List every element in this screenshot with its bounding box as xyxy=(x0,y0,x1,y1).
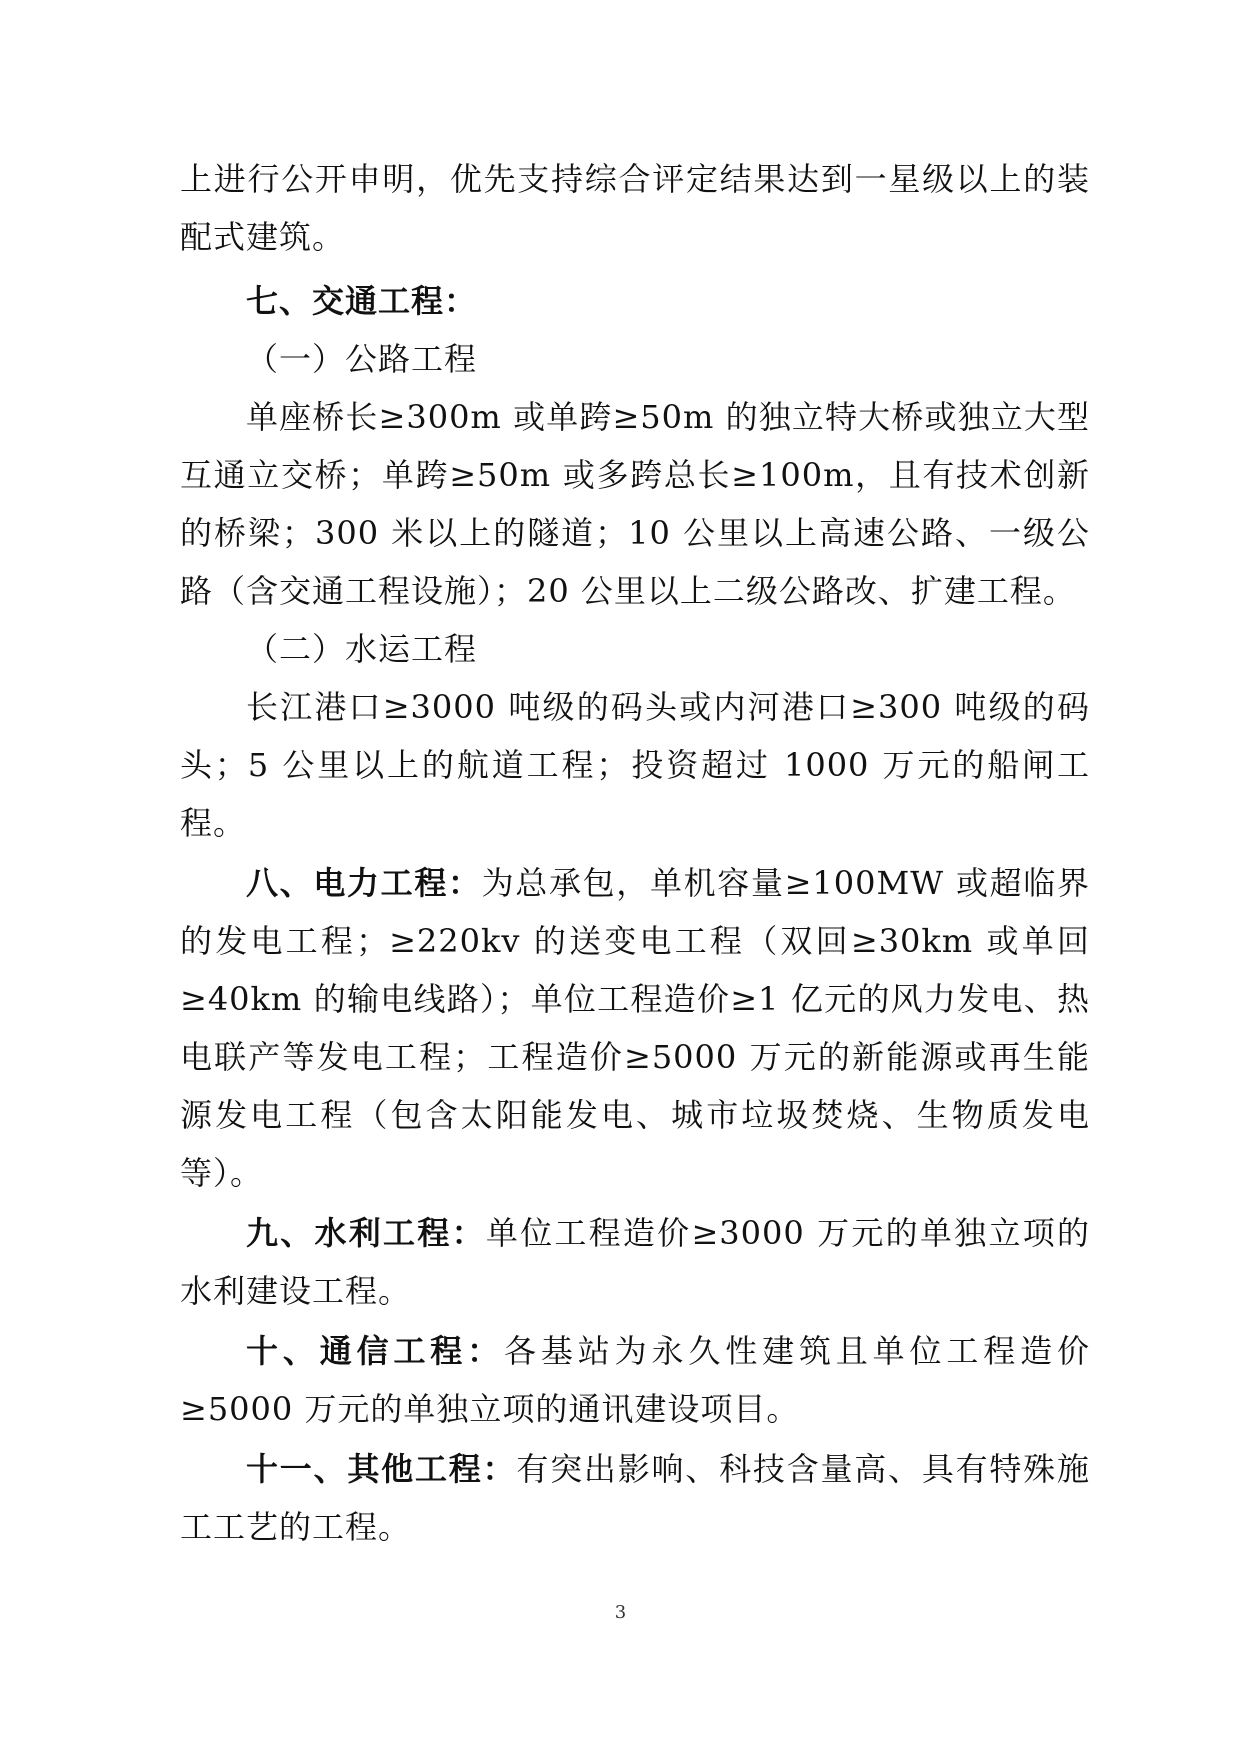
section-heading-transport: 七、交通工程： xyxy=(246,282,478,320)
paragraph-power xyxy=(180,854,1090,1202)
section-heading-telecom: 十、通信工程： xyxy=(246,1332,505,1370)
paragraph-water-conservancy xyxy=(180,1204,1090,1320)
paragraph-highway: 单座桥长≥300m 或单跨≥50m 的独立特大桥或独立大型互通立交桥；单跨≥50m 或多跨总长≥100m，且有技术创新的桥梁；300 米以上的隧道；10 公里以上高速公路、一级公路（含交通工程设施）；20 公里以上二级公路改、扩建工程。 xyxy=(180,398,1090,610)
paragraph-continuation: 上进行公开申明，优先支持综合评定结果达到一星级以上的装配式建筑。 xyxy=(180,160,1090,256)
paragraph-other xyxy=(180,1440,1090,1556)
page-number: 3 xyxy=(614,1602,627,1623)
paragraph-water-conservancy-body: 单位工程造价≥3000 万元的单独立项的水利建设工程。 xyxy=(180,1214,1090,1310)
document-page xyxy=(180,150,1090,1556)
section-heading-other: 十一、其他工程： xyxy=(246,1450,517,1488)
paragraph-other-body: 有突出影响、科技含量高、具有特殊施工工艺的工程。 xyxy=(180,1450,1090,1546)
subsection-heading-waterway: （二）水运工程 xyxy=(246,630,478,668)
paragraph-power-body: 为总承包，单机容量≥100MW 或超临界的发电工程；≥220kv 的送变电工程（双回≥30km 或单回≥40km 的输电线路）；单位工程造价≥1 亿元的风力发电、热电联产等发电工程；工程造价≥5000 万元的新能源或再生能源发电工程（包含太阳能发电、城市垃圾焚烧、生物质发电等）。 xyxy=(180,864,1090,1192)
paragraph-telecom xyxy=(180,1322,1090,1438)
paragraph-waterway: 长江港口≥3000 吨级的码头或内河港口≥300 吨级的码头；5 公里以上的航道工程；投资超过 1000 万元的船闸工程。 xyxy=(180,688,1090,842)
paragraph-telecom-body: 各基站为永久性建筑且单位工程造价≥5000 万元的单独立项的通讯建设项目。 xyxy=(180,1332,1090,1428)
section-heading-power: 八、电力工程： xyxy=(246,864,482,902)
subsection-heading-highway: （一）公路工程 xyxy=(246,340,478,378)
section-heading-water-conservancy: 九、水利工程： xyxy=(246,1214,486,1252)
